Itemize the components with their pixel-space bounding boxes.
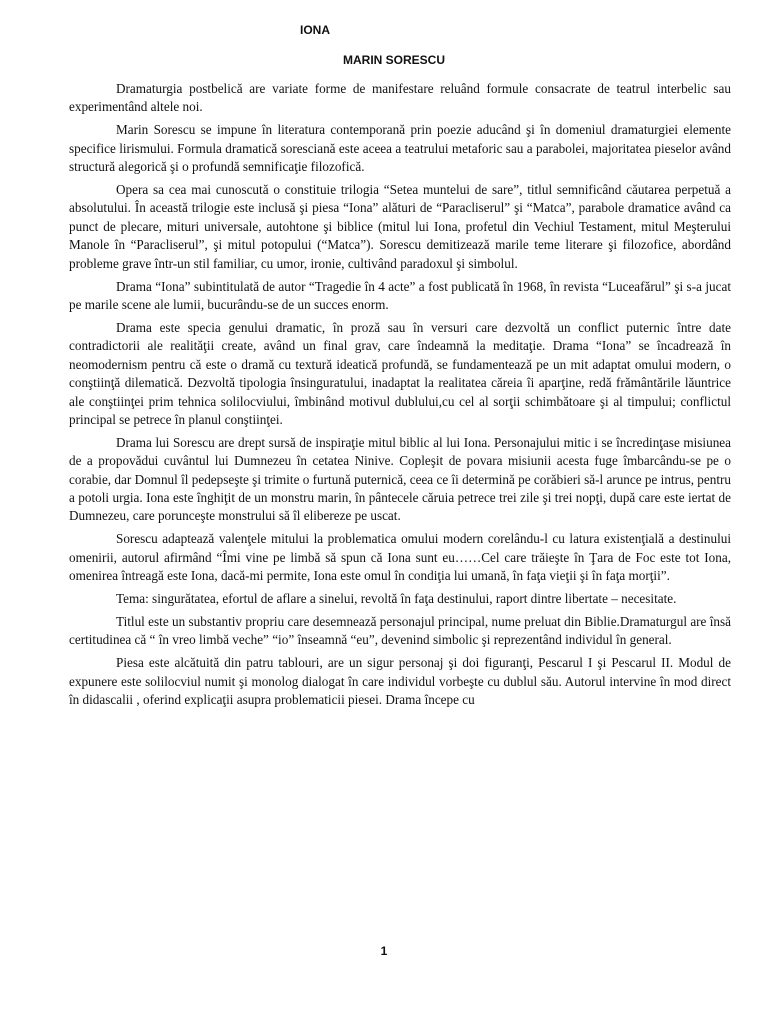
document-body [69,80,731,714]
paragraph: Drama este specia genului dramatic, în proză sau în versuri care dezvoltă un conflict puternic între date contradictorii ale realităţii create, având un final grav, care îndeamnă la meditaţie. Drama “Iona” se încadrează în neomodernism pentru că este o dramă cu textură ideatică profundă, se fundamentează pe un mit adaptat omului modern, o conştiinţă dilematică. Dezvoltă tipologia însinguratului, inadaptat la realitatea căreia îi aparţine, redă frământările lăuntrice ale conştiinţei prim tehnica solilocviului, îmbinând motivul dublului,cu cel al sorţii schimbătoare şi al timpului; conflictul principal se petrece în planul conştiinţei. [69,319,731,427]
paragraph: Piesa este alcătuită din patru tablouri, are un sigur personaj şi doi figuranţi, Pescarul I şi Pescarul II. Modul de expunere este solilocviul numit şi monolog dialogat în care individul vorbeşte cu dublul său. Autorul intervine în mod direct în didascalii , oferind explicaţii asupra problematicii piesei. Drama începe cu [69,655,731,708]
paragraph: Opera sa cea mai cunoscută o constituie trilogia “Setea muntelui de sare”, titlul semnificând căutarea perpetuă a absolutului. În această trilogie este inclusă şi piesa “Iona” alături de “Paracliserul” şi “Matca”, parabole dramatice având ca punct de plecare, mituri universale, autohtone şi biblice (mitul lui Iona, profetul din Vechiul Testament, mitul Meşterului Manole în “Paracliserul”, şi mitul potopului (“Matca”). Sorescu demitizează marile teme literare şi filozofice, abordând probleme grave într-un stil familiar, cu umor, ironie, cultivând paradoxul şi simbolul. [69,182,731,271]
paragraph: Drama lui Sorescu are drept sursă de inspiraţie mitul biblic al lui Iona. Personajului mitic i se încredinţase misiunea de a propovădui cuvântul lui Dumnezeu în cetatea Ninive. Copleşit de povara misiunii acesta fuge îmbarcându-se pe o corabie, dar Domnul îl pedepseşte şi trimite o furtună puternică, ceea ce îi determină pe corăbieri să-l arunce pe intrus, pentru a potoli urgia. Iona este înghiţit de un monstru marin, în pântecele căruia petrece trei zile şi trei nopţi, după care este iertat de Dumnezeu, care porunceşte monstrului să îl elibereze pe uscat. [69,434,731,524]
paragraph: Titlul este un substantiv propriu care desemnează personajul principal, nume preluat din Biblie.Dramaturgul are însă certitudinea că “ în vreo limbă veche” “io” înseamnă “eu”, devenind simbolic şi reprezentând individul în general. [69,613,731,648]
paragraph: Tema: singurătatea, efortul de aflare a sinelui, revoltă în faţa destinului, raport dintre libertate – necesitate. [116,591,677,607]
paragraph: Drama “Iona” subintitulată de autor “Tragedie în 4 acte” a fost publicată în 1968, în revista “Luceafărul” şi s-a jucat pe marile scene ale lumii, bucurându-se de un succes enorm. [69,278,731,312]
page-number: 1 [380,944,388,958]
document-author: MARIN SORESCU [343,53,446,67]
paragraph: Dramaturgia postbelică are variate forme de manifestare reluând formule consacrate de teatrul interbelic sau experimentând altele noi. [69,81,731,115]
document-title: IONA [300,23,330,37]
paragraph: Sorescu adaptează valenţele mitului la problematica omului modern corelându-l cu latura existenţială a destinului omenirii, autorul afirmând “Îmi vine pe limbă să spun că Iona sunt eu……Cel care trăieşte în Ţara de Foc este tot Iona, omenirea întreagă este Iona, dacă-mi permite, Iona este omul în condiţia lui umană, în faţa vieţii şi în faţa morţii”. [69,531,731,584]
paragraph: Marin Sorescu se impune în literatura contemporană prin poezie aducând şi în domeniul dramaturgiei elemente specifice lirismului. Formula dramatică soresciană este aceea a teatrului metaforic sau a parabolei, majoritatea pieselor având structură alegorică şi o profundă semnificaţie filozofică. [69,122,731,175]
